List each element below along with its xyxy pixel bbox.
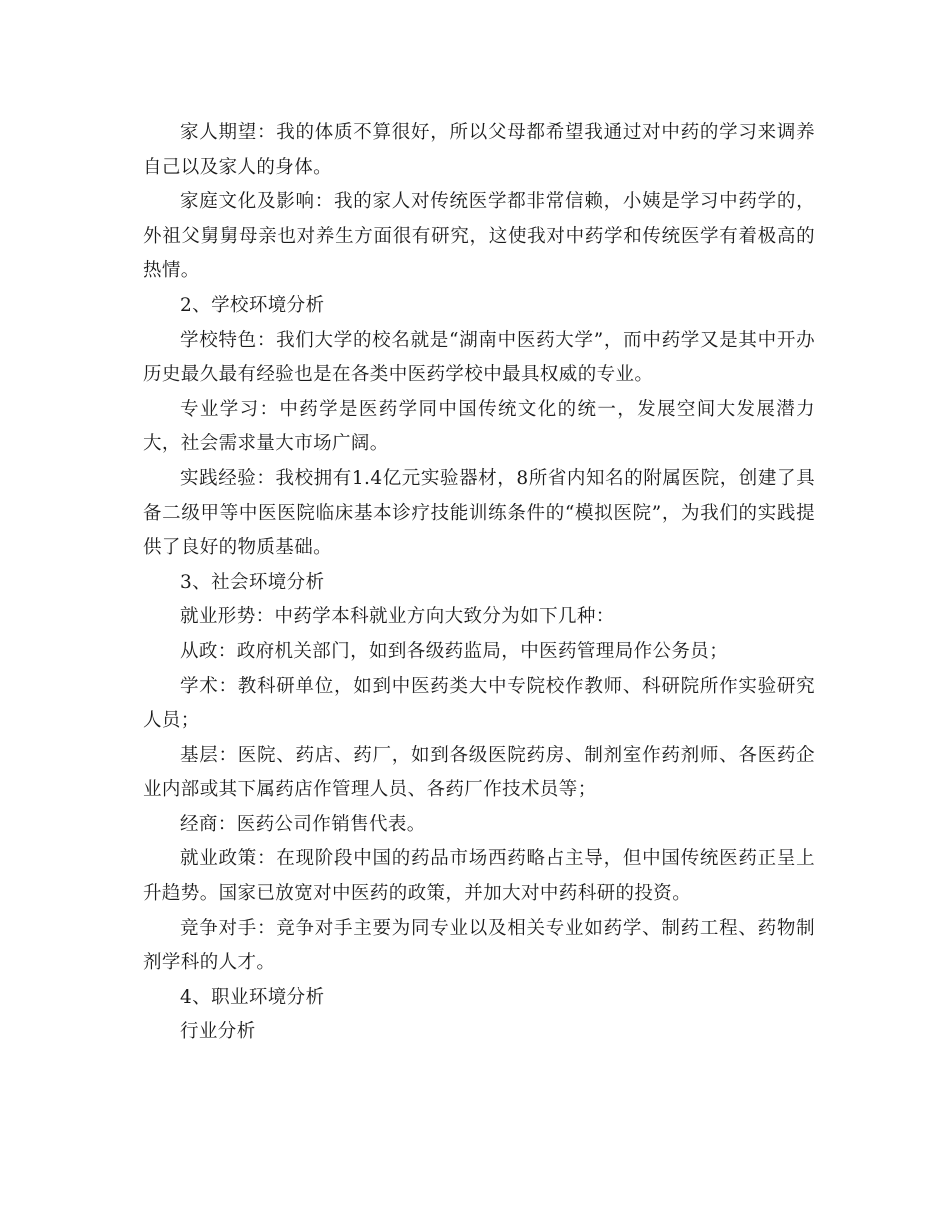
paragraph-major-study: 专业学习：中药学是医药学同中国传统文化的统一，发展空间大发展潜力大，社会需求量大市场广阔。 — [143, 398, 815, 455]
paragraph-employment-situation: 就业形势：中药学本科就业方向大致分为如下几种： — [180, 606, 615, 628]
paragraph-school-feature: 学校特色：我们大学的校名就是“湖南中医药大学”，而中药学又是其中开办历史最久最有经验也是在各类中医药学校中最具权威的专业。 — [143, 329, 815, 386]
paragraph-practice-experience: 实践经验：我校拥有1.4亿元实验器材，8所省内知名的附属医院，创建了具备二级甲等中医医院临床基本诊疗技能训练条件的“模拟医院”，为我们的实践提供了良好的物质基础。 — [143, 467, 815, 559]
paragraph-industry-analysis: 行业分析 — [180, 1021, 256, 1043]
paragraph-employment-policy: 就业政策：在现阶段中国的药品市场西药略占主导，但中国传统医药正呈上升趋势。国家已放宽对中医药的政策，并加大对中药科研的投资。 — [143, 848, 815, 905]
paragraph-academic: 学术：教科研单位，如到中医药类大中专院校作教师、科研院所作实验研究人员； — [143, 675, 815, 732]
section-heading-society: 3、社会环境分析 — [180, 571, 325, 593]
paragraph-business: 经商：医药公司作销售代表。 — [180, 813, 426, 835]
paragraph-competitors: 竞争对手：竞争对手主要为同专业以及相关专业如药学、制药工程、药物制剂学科的人才。 — [143, 917, 815, 974]
section-heading-career: 4、职业环境分析 — [180, 986, 325, 1008]
paragraph-family-culture: 家庭文化及影响：我的家人对传统医学都非常信赖，小姨是学习中药学的，外祖父舅舅母亲也对养生方面很有研究，这使我对中药学和传统医学有着极高的热情。 — [143, 191, 815, 282]
paragraph-government: 从政：政府机关部门，如到各级药监局，中医药管理局作公务员； — [180, 640, 729, 662]
paragraph-family-expectation: 家人期望：我的体质不算很好，所以父母都希望我通过对中药的学习来调养自己以及家人的身体。 — [143, 122, 815, 178]
section-heading-school: 2、学校环境分析 — [180, 294, 325, 316]
document-body — [143, 116, 815, 1050]
paragraph-grassroots: 基层：医院、药店、药厂，如到各级医院药房、制剂室作药剂师、各医药企业内部或其下属药店作管理人员、各药厂作技术员等； — [143, 744, 815, 801]
